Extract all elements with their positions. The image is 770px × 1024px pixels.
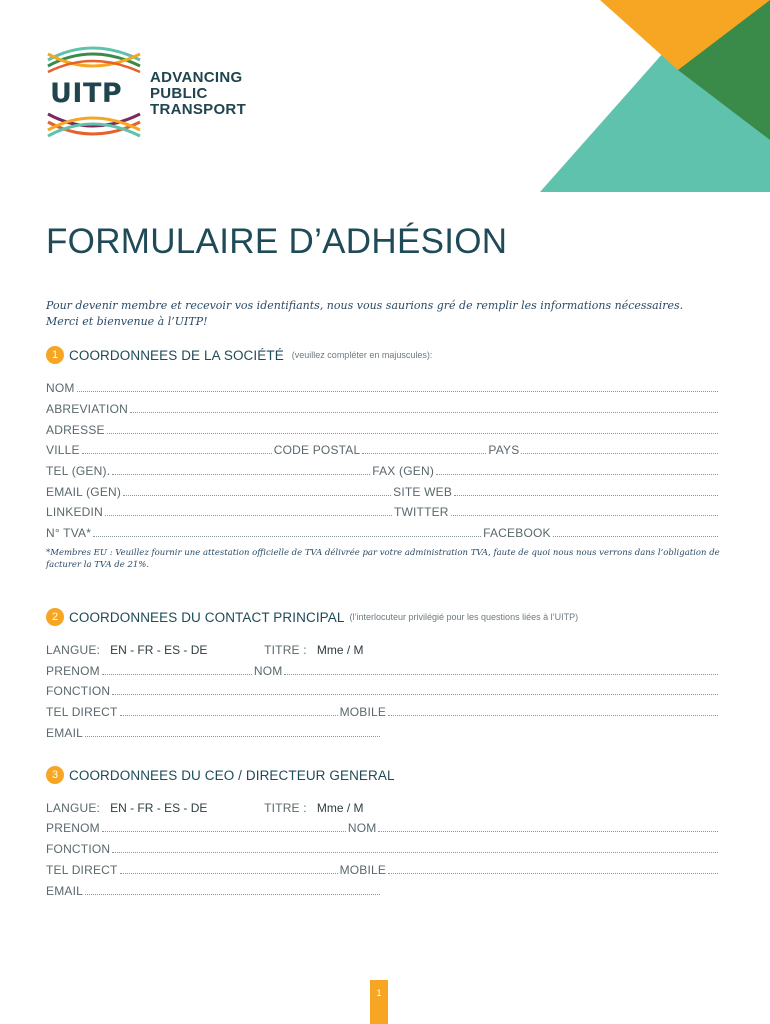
section-note: (veuillez compléter en majuscules): xyxy=(291,350,433,360)
contact-prenom-row[interactable] xyxy=(46,662,720,678)
field-label: PRENOM xyxy=(46,664,100,678)
field-label: LINKEDIN xyxy=(46,505,103,519)
fill-line[interactable] xyxy=(112,474,370,475)
field-label: FONCTION xyxy=(46,842,111,856)
field-label: VILLE xyxy=(46,443,80,457)
ceo-fonction-row[interactable] xyxy=(46,840,720,856)
fill-line[interactable] xyxy=(112,852,718,853)
fill-line[interactable] xyxy=(284,674,718,675)
fill-line[interactable] xyxy=(77,391,718,392)
field-label: EMAIL xyxy=(46,884,84,898)
fill-line[interactable] xyxy=(102,831,346,832)
fill-line[interactable] xyxy=(82,453,272,454)
field-email-row[interactable] xyxy=(46,483,720,499)
page-title: FORMULAIRE D’ADHÉSION xyxy=(46,222,508,261)
field-label: TEL (GEN). xyxy=(46,464,111,478)
page-number: 1 xyxy=(370,980,388,1024)
field-label: NOM xyxy=(46,381,75,395)
fill-line[interactable] xyxy=(120,715,338,716)
field-label: FONCTION xyxy=(46,684,111,698)
logo-brand: UITP xyxy=(50,78,123,109)
field-label: TEL DIRECT xyxy=(46,705,118,719)
contact-langue-titre-row xyxy=(46,641,720,657)
field-label: PRENOM xyxy=(46,821,100,835)
field-label: CODE POSTAL xyxy=(273,443,361,457)
fill-line[interactable] xyxy=(107,433,718,434)
intro-line: Pour devenir membre et recevoir vos identifiants, nous vous saurions gré de remplir les informations nécessaires. xyxy=(46,299,684,312)
fill-line[interactable] xyxy=(451,515,718,516)
field-label: NOM xyxy=(253,664,283,678)
ceo-prenom-row[interactable] xyxy=(46,819,720,835)
field-label: MOBILE xyxy=(339,705,387,719)
section-number-badge: 2 xyxy=(46,608,64,626)
field-tel-row[interactable] xyxy=(46,462,720,478)
tagline-line: PUBLIC xyxy=(150,85,208,102)
fill-line[interactable] xyxy=(85,894,380,895)
fill-line[interactable] xyxy=(454,495,718,496)
field-linkedin-row[interactable] xyxy=(46,503,720,519)
field-abreviation[interactable] xyxy=(46,400,720,416)
titre-label: TITRE : xyxy=(264,801,307,815)
ceo-email-row[interactable] xyxy=(46,882,382,898)
section-3-header xyxy=(46,766,395,784)
vat-footnote: *Membres EU : Veuillez fournir une attestation officielle de TVA délivrée par votre administration TVA, faute de quoi nous nous verrons dans l’obligation de facturer la TVA de 21%. xyxy=(46,548,720,570)
tagline-line: TRANSPORT xyxy=(150,101,247,118)
field-label: EMAIL (GEN) xyxy=(46,485,122,499)
section-title: COORDONNEES DU CEO / DIRECTEUR GENERAL xyxy=(69,767,395,783)
tagline-line: ADVANCING xyxy=(150,69,243,86)
fill-line[interactable] xyxy=(436,474,718,475)
langue-label: LANGUE: xyxy=(46,801,101,815)
titre-label: TITRE : xyxy=(264,643,307,657)
field-label: PAYS xyxy=(488,443,520,457)
field-label: ABREVIATION xyxy=(46,402,128,416)
intro-line: Merci et bienvenue à l’UITP! xyxy=(46,315,208,328)
langue-options[interactable]: EN - FR - ES - DE xyxy=(110,643,208,657)
field-label: ADRESSE xyxy=(46,423,105,437)
fill-line[interactable] xyxy=(362,453,486,454)
fill-line[interactable] xyxy=(120,873,338,874)
section-number-badge: 3 xyxy=(46,766,64,784)
field-ville-row[interactable] xyxy=(46,441,720,457)
field-label: MOBILE xyxy=(339,863,387,877)
langue-label: LANGUE: xyxy=(46,643,101,657)
section-1-header xyxy=(46,346,432,364)
fill-line[interactable] xyxy=(123,495,391,496)
corner-decoration xyxy=(540,0,770,192)
ceo-tel-row[interactable] xyxy=(46,861,720,877)
contact-tel-row[interactable] xyxy=(46,703,720,719)
fill-line[interactable] xyxy=(93,536,481,537)
field-label: FACEBOOK xyxy=(483,526,551,540)
field-label: N° TVA* xyxy=(46,526,92,540)
fill-line[interactable] xyxy=(521,453,718,454)
section-2-header xyxy=(46,608,578,626)
field-label: TEL DIRECT xyxy=(46,863,118,877)
titre-options[interactable]: Mme / M xyxy=(316,801,364,815)
fill-line[interactable] xyxy=(553,536,718,537)
section-note: (l’interlocuteur privilégié pour les questions liées à l’UITP) xyxy=(349,612,579,622)
field-tva-row[interactable] xyxy=(46,524,720,540)
ceo-langue-titre-row xyxy=(46,799,720,815)
fill-line[interactable] xyxy=(388,715,718,716)
contact-fonction-row[interactable] xyxy=(46,682,720,698)
field-label: FAX (GEN) xyxy=(372,464,435,478)
contact-email-row[interactable] xyxy=(46,724,382,740)
fill-line[interactable] xyxy=(102,674,252,675)
field-label: TWITTER xyxy=(393,505,449,519)
fill-line[interactable] xyxy=(388,873,718,874)
fill-line[interactable] xyxy=(85,736,380,737)
fill-line[interactable] xyxy=(112,694,718,695)
field-label: SITE WEB xyxy=(393,485,453,499)
section-number-badge: 1 xyxy=(46,346,64,364)
field-label: NOM xyxy=(347,821,377,835)
section-title: COORDONNEES DU CONTACT PRINCIPAL xyxy=(69,609,345,625)
field-adresse[interactable] xyxy=(46,421,720,437)
titre-options[interactable]: Mme / M xyxy=(316,643,364,657)
langue-options[interactable]: EN - FR - ES - DE xyxy=(110,801,208,815)
field-nom[interactable] xyxy=(46,379,720,395)
fill-line[interactable] xyxy=(105,515,392,516)
fill-line[interactable] xyxy=(378,831,718,832)
fill-line[interactable] xyxy=(130,412,718,413)
field-label: EMAIL xyxy=(46,726,84,740)
section-title: COORDONNEES DE LA SOCIÉTÉ xyxy=(69,347,284,363)
logo-tagline xyxy=(150,70,246,118)
